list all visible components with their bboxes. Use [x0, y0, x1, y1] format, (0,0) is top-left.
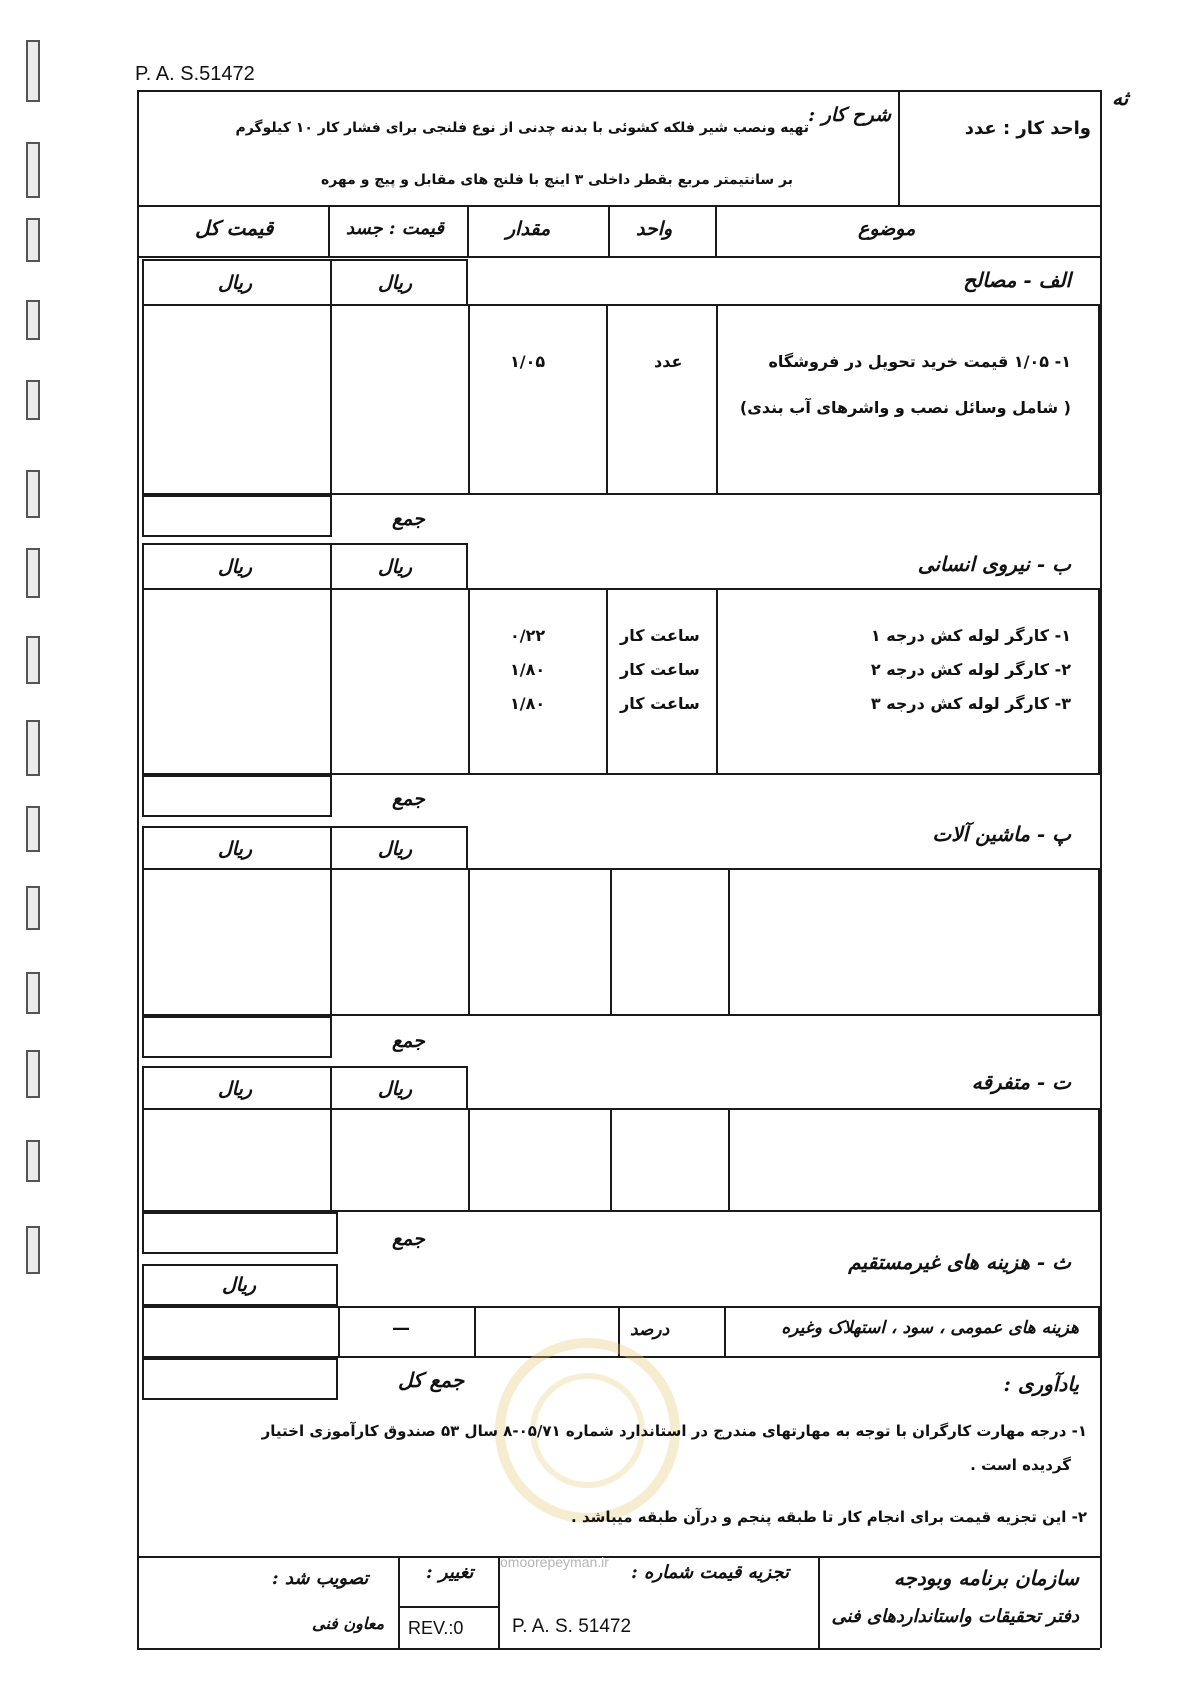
frame-top: [137, 90, 1100, 92]
col-unit-price: قیمت : جسد: [346, 218, 444, 239]
description-line2: بر سانتیمتر مربع بقطر داخلی ۳ اینچ با فلنج های مقابل و پیچ و مهره: [320, 172, 793, 188]
materials-item-unit: عدد: [654, 352, 683, 371]
materials-rial-row: [142, 259, 468, 306]
misc-sum-box: [142, 1212, 338, 1254]
document-code: P. A. S.51472: [135, 63, 255, 85]
binder-hole: [26, 470, 40, 518]
labor-items-box: [142, 588, 1100, 775]
section-indirect-title: ث - هزینه های غیرمستقیم: [848, 1250, 1071, 1274]
labor-rial-total: ریال: [218, 556, 253, 578]
frame-bottom: [137, 1648, 1100, 1650]
machinery-items-box: [142, 868, 1100, 1016]
approved-label: تصویب شد :: [272, 1568, 369, 1589]
materials-rial-total: ریال: [218, 272, 253, 294]
colheader-bottom: [137, 256, 1100, 258]
binder-hole: [26, 142, 40, 198]
grand-total-box: [142, 1358, 338, 1400]
col-divider-4: [715, 205, 717, 256]
grand-total-label: جمع کل: [398, 1368, 465, 1392]
machinery-sum-label: جمع: [392, 1030, 425, 1052]
labor-item-2-unit: ساعت کار: [620, 660, 700, 679]
watermark-url: omoorepeyman.ir: [500, 1554, 609, 1570]
labor-item-2-qty: ۱/۸۰: [510, 660, 546, 679]
labor-item-3-qty: ۱/۸۰: [510, 694, 546, 713]
col-subject: موضوع: [858, 218, 916, 240]
misc-rial-row: [142, 1066, 468, 1110]
col-unit: واحد: [636, 218, 673, 240]
labor-item-3-desc: ۳- کارگر لوله کش درجه ۳: [870, 694, 1071, 713]
binder-hole: [26, 380, 40, 420]
indirect-rial: ریال: [222, 1274, 257, 1296]
binder-hole: [26, 1050, 40, 1098]
labor-sum-box: [142, 775, 332, 817]
materials-rial-unit: ریال: [378, 272, 413, 294]
col-divider-3: [608, 205, 610, 256]
machinery-rial-unit: ریال: [378, 838, 413, 860]
materials-item-line1: ۱- ۱/۰۵ قیمت خرید تحویل در فروشگاه: [768, 352, 1071, 371]
indirect-row-price: —: [392, 1318, 410, 1339]
labor-sum-label: جمع: [392, 788, 425, 810]
materials-sum-label: جمع: [392, 508, 425, 530]
materials-sum-box: [142, 495, 332, 537]
binder-hole: [26, 1226, 40, 1274]
misc-sum-label: جمع: [392, 1228, 425, 1250]
note-1-line1: ۱- درجه مهارت کارگران با توجه به مهارتهای مندرج در استاندارد شماره ۰۵/۷۱-۸ سال ۵۳ صندوق کارآموزی اختیار: [261, 1422, 1087, 1440]
header-bottom: [137, 205, 1100, 207]
frame-right: [1100, 90, 1102, 1648]
binder-hole: [26, 548, 40, 598]
binder-hole: [26, 636, 40, 684]
note-2: ۲- این تجزیه قیمت برای انجام کار تا طبقه پنجم و درآن طبقه میباشد .: [571, 1508, 1087, 1526]
misc-rial-unit: ریال: [378, 1078, 413, 1100]
indirect-row-unit: درصد: [630, 1320, 670, 1340]
binder-hole: [26, 40, 40, 102]
machinery-sum-box: [142, 1016, 332, 1058]
description-label: شرح کار :: [808, 104, 891, 126]
col-quantity: مقدار: [506, 218, 551, 240]
footer-top: [137, 1556, 1100, 1558]
approved-by: معاون فنی: [312, 1614, 385, 1633]
machinery-rial-total: ریال: [218, 838, 253, 860]
org-line2: دفتر تحقیقات واستانداردهای فنی: [831, 1606, 1079, 1627]
binder-hole: [26, 300, 40, 340]
labor-rial-row: [142, 543, 468, 590]
misc-rial-total: ریال: [218, 1078, 253, 1100]
analysis-label: تجزیه قیمت شماره :: [631, 1562, 789, 1583]
indirect-row-desc: هزینه های عمومی ، سود ، استهلاک وغیره: [781, 1318, 1079, 1338]
labor-item-1-unit: ساعت کار: [620, 626, 700, 645]
col-divider-2: [467, 205, 469, 256]
binder-hole: [26, 886, 40, 930]
materials-item-line2: ( شامل وسائل نصب و واشرهای آب بندی): [739, 398, 1071, 417]
rev-label: REV.:0: [408, 1618, 464, 1638]
section-materials-title: الف - مصالح: [963, 268, 1071, 292]
unit-label: واحد کار : عدد: [964, 118, 1091, 139]
org-line1: سازمان برنامه وبودجه: [893, 1566, 1079, 1590]
labor-item-2-desc: ۲- کارگر لوله کش درجه ۲: [870, 660, 1071, 679]
description-line1: تهیه ونصب شیر فلکه کشوئی با بدنه چدنی از نوع فلنجی برای فشار کار ۱۰ کیلوگرم: [235, 120, 809, 136]
note-1-line2: گردیده است .: [970, 1456, 1071, 1474]
binder-hole: [26, 720, 40, 776]
notes-title: یادآوری :: [1003, 1372, 1079, 1396]
materials-item-qty: ۱/۰۵: [510, 352, 546, 371]
binder-hole: [26, 1140, 40, 1182]
section-labor-title: ب - نیروی انسانی: [917, 552, 1071, 576]
change-label: تغییر :: [426, 1562, 474, 1583]
labor-rial-unit: ریال: [378, 556, 413, 578]
labor-item-1-desc: ۱- کارگر لوله کش درجه ۱: [870, 626, 1071, 645]
labor-item-1-qty: ۰/۲۲: [510, 626, 546, 645]
frame-left: [137, 90, 139, 1648]
binder-hole: [26, 806, 40, 852]
margin-mark: ثه: [1112, 86, 1129, 110]
col-divider-1: [328, 205, 330, 256]
section-misc-title: ت - متفرقه: [971, 1070, 1071, 1094]
machinery-rial-row: [142, 826, 468, 870]
labor-item-3-unit: ساعت کار: [620, 694, 700, 713]
misc-items-box: [142, 1108, 1100, 1212]
analysis-code: P. A. S. 51472: [512, 1616, 632, 1637]
col-total-price: قیمت کل: [195, 216, 274, 240]
binder-hole: [26, 218, 40, 262]
binder-hole: [26, 972, 40, 1014]
section-machinery-title: پ - ماشین آلات: [932, 822, 1071, 846]
header-divider: [898, 90, 900, 205]
